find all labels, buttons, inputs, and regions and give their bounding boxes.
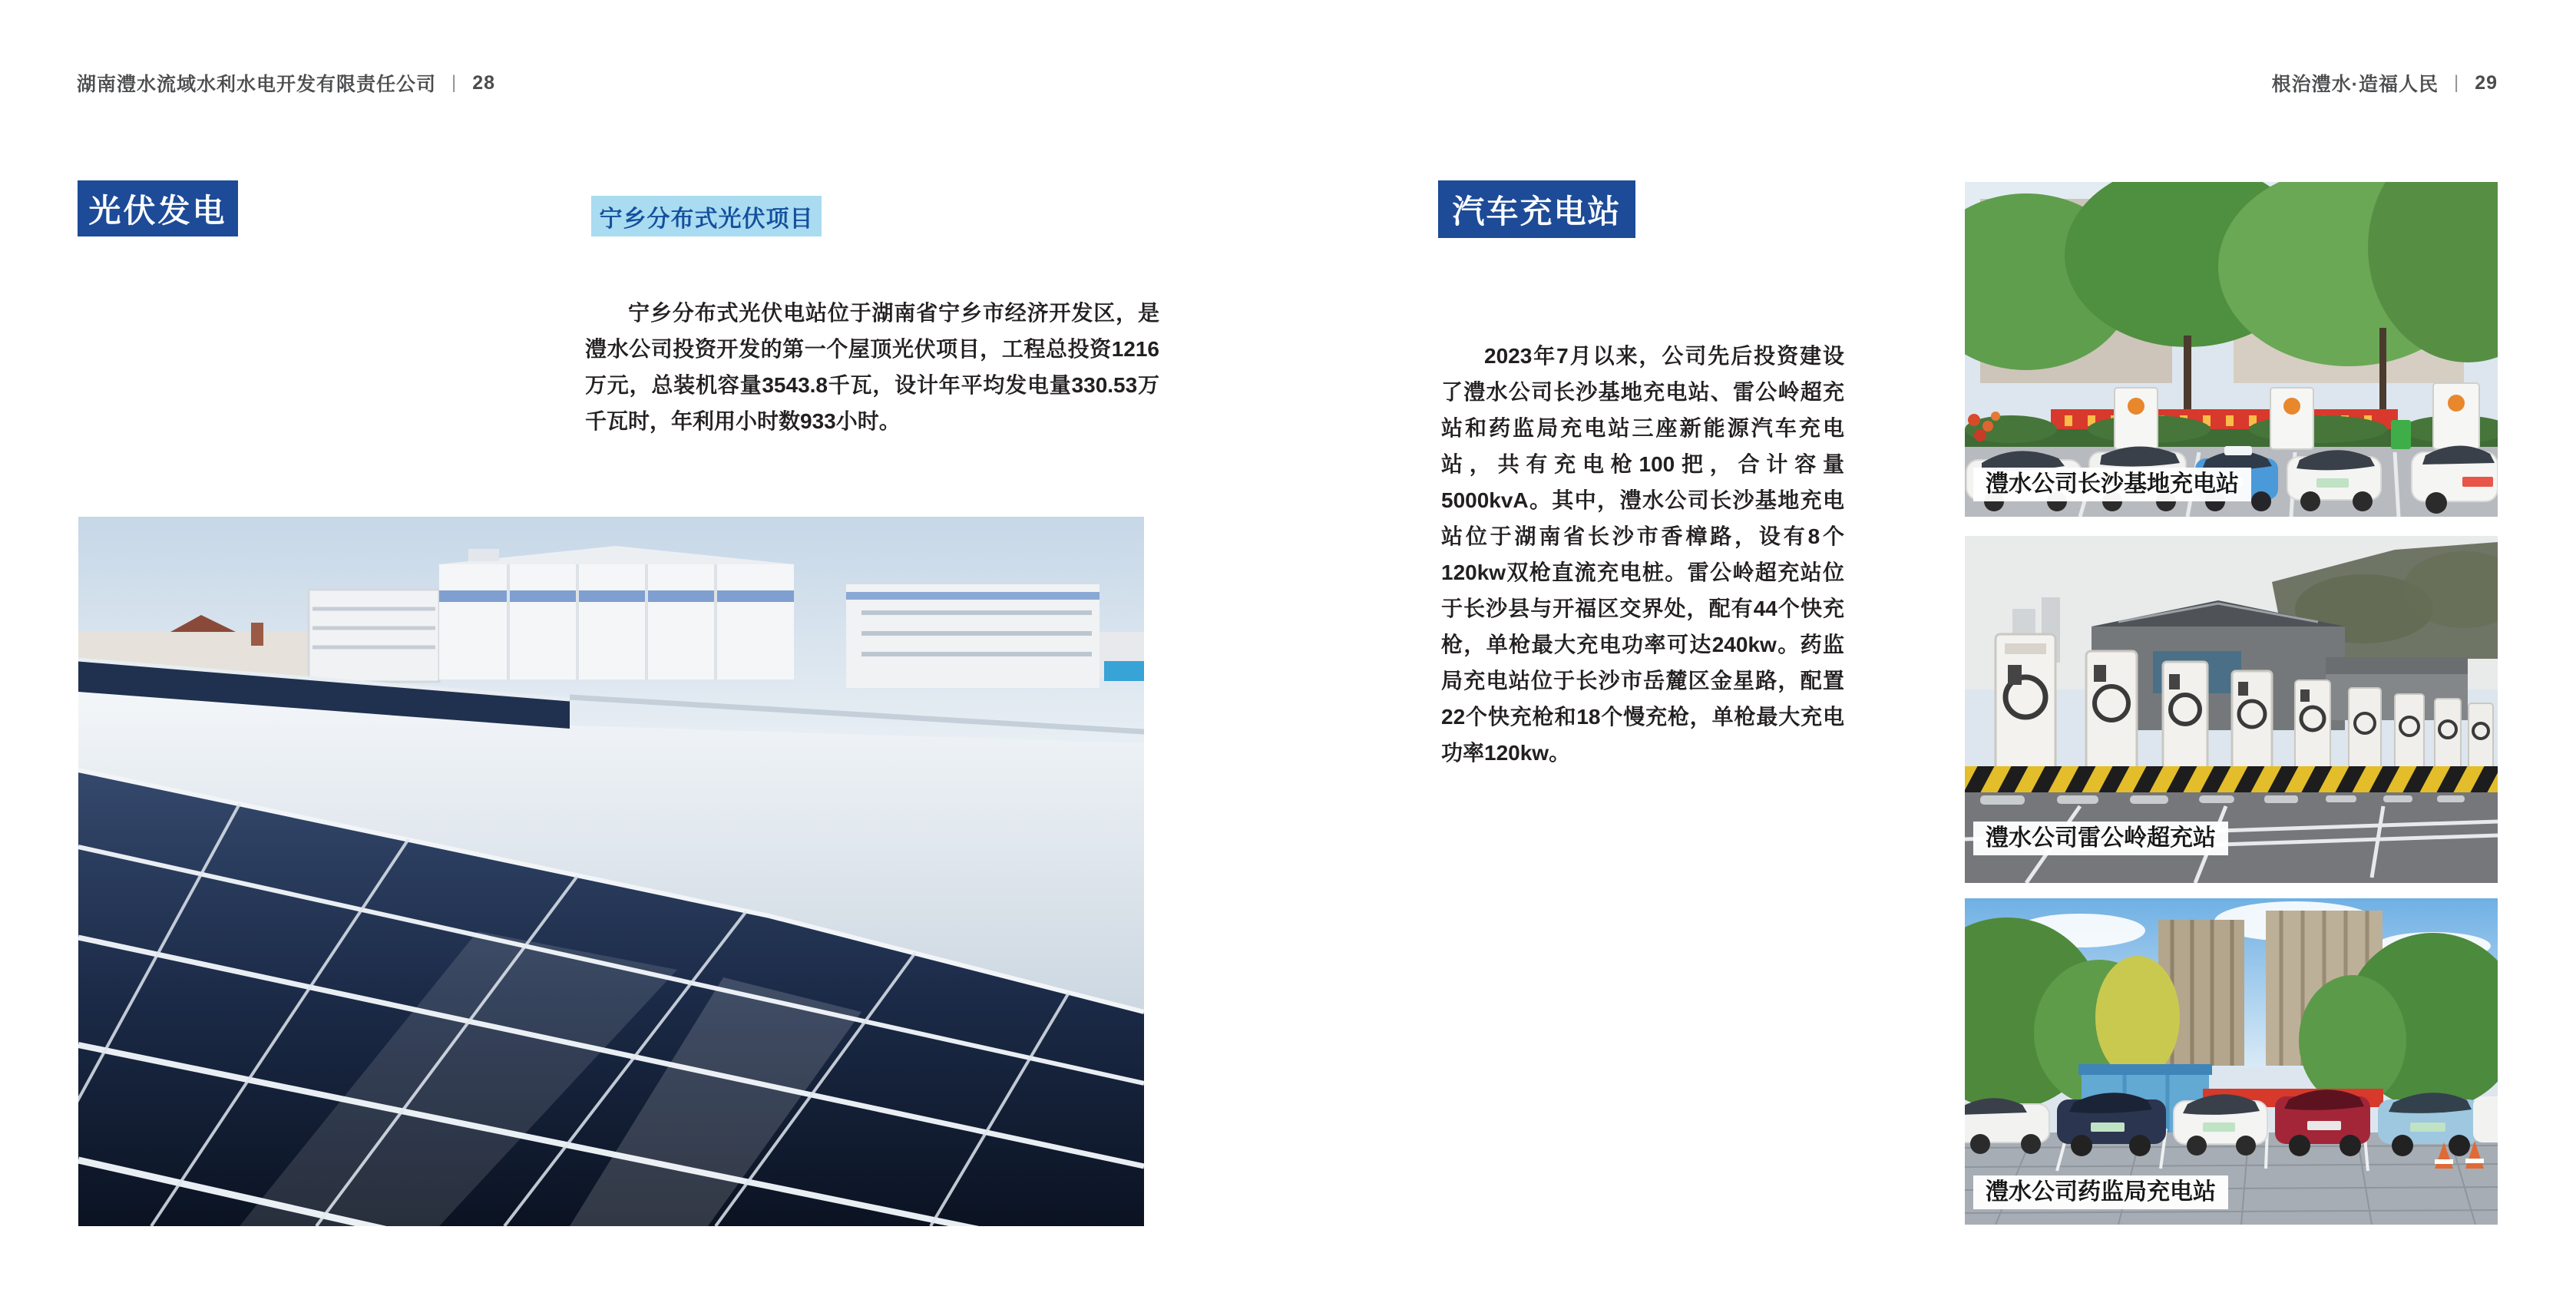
changsha-base-station-photo: [1965, 182, 2498, 517]
changsha-base-illustration: [1965, 182, 2498, 517]
photo-caption-leigongling: 澧水公司雷公岭超充站: [1973, 822, 2228, 855]
trees: [1965, 182, 2498, 428]
solar-rooftop-illustration: [78, 517, 1144, 1226]
solar-rooftop-photo: [78, 517, 1144, 1226]
office-building: [846, 584, 1144, 688]
leigongling-station-photo: [1965, 536, 2498, 883]
photovoltaic-paragraph: 宁乡分布式光伏电站位于湖南省宁乡市经济开发区，是澧水公司投资开发的第一个屋顶光伏项目，工程总投资1216万元，总装机容量3543.8千瓦，设计年平均发电量330.53万千瓦时，年利用小时数933小时。: [585, 301, 1159, 433]
car-white-right: [2473, 1096, 2498, 1142]
factory-building: [439, 546, 794, 679]
header-left: [77, 69, 495, 97]
hazard-barrier: [1965, 766, 2498, 792]
header-divider: |: [451, 72, 458, 93]
yaojianju-station-photo: [1965, 898, 2498, 1225]
project-tag-ningxiang: 宁乡分布式光伏项目: [591, 196, 822, 236]
header-right: [2272, 69, 2498, 97]
section-title-photovoltaic: 光伏发电: [78, 180, 238, 236]
page-number-left: 28: [472, 71, 496, 94]
company-name: 湖南澧水流域水利水电开发有限责任公司: [77, 74, 437, 95]
page-number-right: 29: [2475, 71, 2498, 94]
photo-caption-changsha-base: 澧水公司长沙基地充电站: [1973, 468, 2251, 501]
photo-caption-yaojianju: 澧水公司药监局充电站: [1973, 1175, 2228, 1209]
ev-charging-paragraph: 2023年7月以来，公司先后投资建设了澧水公司长沙基地充电站、雷公岭超充站和药监局充电站三座新能源汽车充电站，共有充电枪100把，合计容量5000kvA。其中，澧水公司长沙基地充电站位于湖南省长沙市香樟路，设有8个120kw双枪直流充电桩。雷公岭超充站位于长沙县与开福区交界处，配有44个快充枪，单枪最大充电功率可达240kw。药监局充电站位于长沙市岳麓区金星路，配置22个快充枪和18个慢充枪，单枪最大充电功率120kw。: [1441, 344, 1844, 765]
section-title-ev-charging: 汽车充电站: [1438, 180, 1635, 238]
header-divider: |: [2453, 72, 2460, 93]
slogan: 根治澧水·造福人民: [2271, 74, 2439, 95]
